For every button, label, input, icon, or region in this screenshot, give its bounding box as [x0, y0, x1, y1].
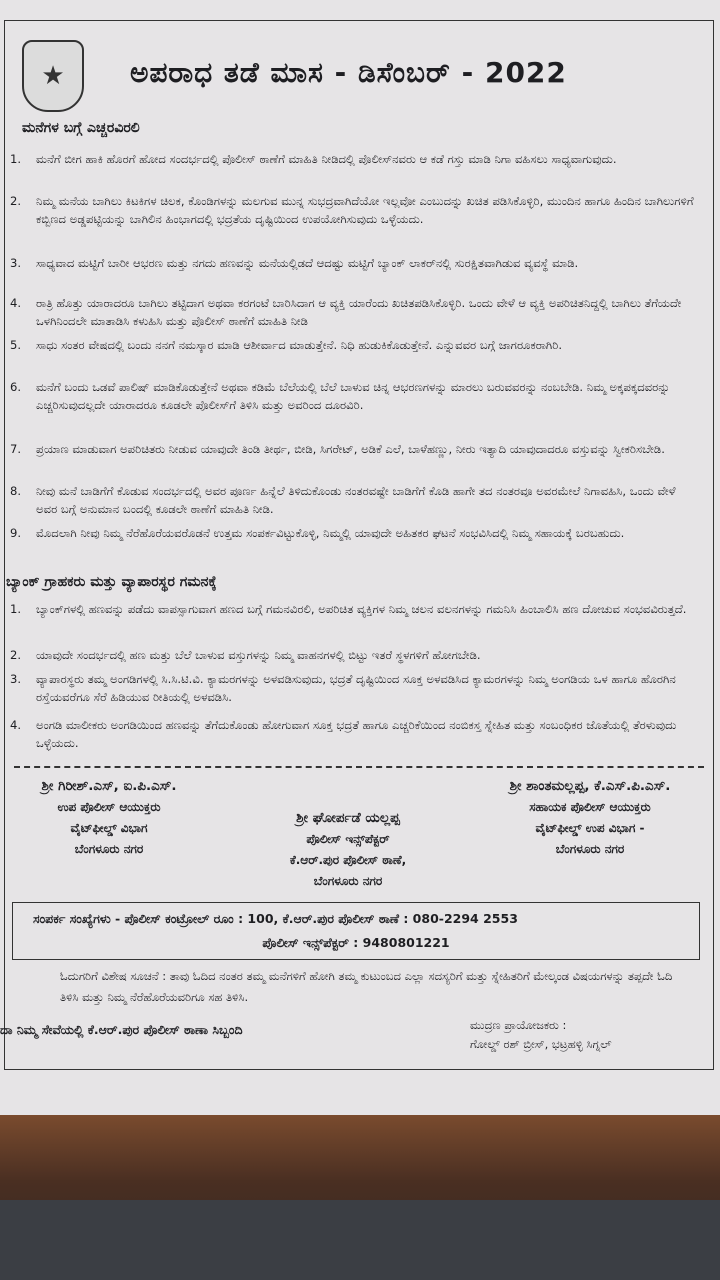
- item-text: ಮನೆಗೆ ಬೀಗ ಹಾಕಿ ಹೊರಗೆ ಹೋದ ಸಂದರ್ಭದಲ್ಲಿ ಪೊಲೀಸ್ ಠಾಣೆಗೆ ಮಾಹಿತಿ ನೀಡಿದಲ್ಲಿ ಪೊಲೀಸ್‌ನವರು ಆ ಕಡೆ ಗಸ್ತು ಮಾಡಿ ನಿಗಾ ವಹಿಸಲು ಸಾಧ್ಯವಾಗುವುದು.: [36, 152, 617, 166]
- reader-note: ಓದುಗರಿಗೆ ವಿಶೇಷ ಸೂಚನೆ : ತಾವು ಓದಿದ ನಂತರ ತಮ್ಮ ಮನೆಗಳಿಗೆ ಹೋಗಿ ತಮ್ಮ ಕುಟುಂಬದ ಎಲ್ಲಾ ಸದಸ್ಯರಿಗೆ ಮತ್ತು ಸ್ನೇಹಿತರಿಗೆ ಮೇಲ್ಕಂಡ ವಿಷಯಗಳನ್ನು ತಪ್ಪದೇ ಓದಿ ತಿಳಿಸಿ ಮತ್ತು ನಿಮ್ಮ ನೆರೆಹೊರೆಯವರಿಗೂ ಸಹ ತಿಳಿಸಿ.: [60, 969, 673, 1004]
- signatory-division: ವೈಟ್‌ಫೀಲ್ಡ್ ವಿಭಾಗ: [70, 821, 148, 835]
- signatory-name: ಶ್ರೀ ಶಾಂತಮಲ್ಲಪ್ಪ, ಕೆ.ಎಸ್.ಪಿ.ಎಸ್.: [509, 778, 671, 794]
- section-heading-bank: ಬ್ಯಾಂಕ್ ಗ್ರಾಹಕರು ಮತ್ತು ವ್ಯಾಪಾರಸ್ಥರ ಗಮನಕ್ಕೆ: [6, 574, 217, 590]
- floor-background: [0, 1200, 720, 1280]
- item-number: 1.: [10, 152, 22, 166]
- signatory-city: ಬೆಂಗಳೂರು ನಗರ: [555, 842, 625, 856]
- sponsor-label: ಮುದ್ರಣ ಪ್ರಾಯೋಜಕರು :: [470, 1018, 567, 1032]
- signatory-name: ಶ್ರೀ ಘೋರ್ಪಡೆ ಯಲ್ಲಪ್ಪ: [296, 810, 400, 826]
- signatory-dcp: [14, 776, 204, 860]
- item-number: 4.: [10, 718, 22, 732]
- item-text: ಪ್ರಯಾಣ ಮಾಡುವಾಗ ಅಪರಿಚಿತರು ನೀಡುವ ಯಾವುದೇ ತಿಂಡಿ ತೀರ್ಥ, ಬೀಡಿ, ಸಿಗರೇಟ್, ಅಡಿಕೆ ಎಲೆ, ಬಾಳೆಹಣ್ಣು, ನೀರು ಇತ್ಯಾದಿ ಯಾವುದಾದರೂ ವಸ್ತುವನ್ನು ಸ್ವೀಕರಿಸಬೇಡಿ.: [36, 442, 665, 456]
- item-number: 4.: [10, 296, 22, 310]
- section-heading-homes: ಮನೆಗಳ ಬಗ್ಗೆ ಎಚ್ಚರವಿರಲಿ: [22, 120, 140, 136]
- item-text: ನಿಮ್ಮ ಮನೆಯ ಬಾಗಿಲು ಕಿಟಕಿಗಳ ಚಿಲಕ, ಕೊಂಡಿಗಳನ್ನು ಮಲಗುವ ಮುನ್ನ ಸುಭದ್ರವಾಗಿದೆಯೋ ಇಲ್ಲವೋ ಎಂಬುದನ್ನು ಖಚಿತ ಪಡಿಸಿಕೊಳ್ಳಿರಿ, ಮುಂದಿನ ಹಾಗೂ ಹಿಂದಿನ ಬಾಗಿಲುಗಳಿಗೆ ಕಬ್ಬಿಣದ ಅಡ್ಡಪಟ್ಟಿಯನ್ನು ಬಾಗಿಲಿನ ಹಿಂಭಾಗದಲ್ಲಿ ಭದ್ರತೆಯ ದೃಷ್ಟಿಯಿಂದ ಉಪಯೋಗಿಸುವುದು ಒಳ್ಳೆಯದು.: [36, 194, 694, 226]
- signatory-designation: ಉಪ ಪೊಲೀಸ್ ಆಯುಕ್ತರು: [57, 800, 161, 814]
- contact-numbers: ಸಂಪರ್ಕ ಸಂಖ್ಯೆಗಳು - ಪೊಲೀಸ್ ಕಂಟ್ರೋಲ್ ರೂಂ : 100, ಕೆ.ಆರ್.ಪುರ ಪೊಲೀಸ್ ಠಾಣೆ : 080-2294 2553: [33, 911, 518, 926]
- signatory-designation: ಸಹಾಯಕ ಪೊಲೀಸ್ ಆಯುಕ್ತರು: [529, 800, 651, 814]
- item-text: ನೀವು ಮನೆ ಬಾಡಿಗೆಗೆ ಕೊಡುವ ಸಂದರ್ಭದಲ್ಲಿ ಅವರ ಪೂರ್ಣ ಹಿನ್ನೆಲೆ ತಿಳಿದುಕೊಂಡು ನಂತರವಷ್ಟೇ ಬಾಡಿಗೆಗೆ ಕೊಡಿ ಹಾಗೇ ತದ ನಂತರವೂ ಅವರಮೇಲೆ ನಿಗಾವಹಿಸಿ, ಒಂದು ವೇಳೆ ಅವರ ಬಗ್ಗೆ ಅನುಮಾನ ಬಂದಲ್ಲಿ ಕೂಡಲೇ ಠಾಣೆಗೆ ಮಾಹಿತಿ ನೀಡಿ.: [36, 484, 676, 516]
- item-number: 3.: [10, 672, 22, 686]
- footer-station-staff: ದಾ ನಿಮ್ಮ ಸೇವೆಯಲ್ಲಿ ಕೆ.ಆರ್.ಪುರ ಪೊಲೀಸ್ ಠಾಣಾ ಸಿಬ್ಬಂದಿ: [0, 1022, 243, 1037]
- item-text: ವ್ಯಾಪಾರಸ್ಥರು ತಮ್ಮ ಅಂಗಡಿಗಳಲ್ಲಿ ಸಿ.ಸಿ.ಟಿ.ವಿ. ಕ್ಯಾಮರಗಳನ್ನು ಅಳವಡಿಸುವುದು, ಭದ್ರತೆ ದೃಷ್ಟಿಯಿಂದ ಸೂಕ್ತ ಅಳವಡಿಸಿದ ಕ್ಯಾಮರಗಳನ್ನು ನಿಮ್ಮ ಅಂಗಡಿಯ ಒಳ ಹಾಗೂ ಹೊರಗಿನ ರಸ್ತೆಯವರೆಗೂ ಸೆರೆ ಹಿಡಿಯುವ ರೀತಿಯಲ್ಲಿ ಅಳವಡಿಸಿ.: [36, 672, 676, 704]
- item-text: ಸಾಧ್ಯವಾದ ಮಟ್ಟಿಗೆ ಬಾರೀ ಆಭರಣ ಮತ್ತು ನಗದು ಹಣವನ್ನು ಮನೆಯಲ್ಲಿಡದೆ ಆದಷ್ಟು ಮಟ್ಟಿಗೆ ಬ್ಯಾಂಕ್ ಲಾಕರ್‌ನಲ್ಲಿ ಸುರಕ್ಷಿತವಾಗಿಡುವ ವ್ಯವಸ್ಥೆ ಮಾಡಿ.: [36, 256, 579, 270]
- item-number: 9.: [10, 526, 22, 540]
- signatory-city: ಬೆಂಗಳೂರು ನಗರ: [313, 874, 383, 888]
- sponsor-name: ಗೋಲ್ಡ್ ರಶ್ ಬ್ರೀಸ್, ಭಟ್ರಹಳ್ಳಿ ಸಿಗ್ನಲ್: [470, 1037, 612, 1051]
- item-number: 7.: [10, 442, 22, 456]
- item-text: ರಾತ್ರಿ ಹೊತ್ತು ಯಾರಾದರೂ ಬಾಗಿಲು ತಟ್ಟಿದಾಗ ಅಥವಾ ಕರಗಂಟೆ ಬಾರಿಸಿದಾಗ ಆ ವ್ಯಕ್ತಿ ಯಾರೆಂದು ಖಚಿತಪಡಿಸಿಕೊಳ್ಳಿರಿ. ಒಂದು ವೇಳೆ ಆ ವ್ಯಕ್ತಿ ಅಪರಿಚಿತನಿದ್ದಲ್ಲಿ ಬಾಗಿಲು ತೆಗೆಯದೇ ಒಳಗಿನಿಂದಲೇ ಮಾತಾಡಿಸಿ ಕಳುಹಿಸಿ ಮತ್ತು ಪೊಲೀಸ್ ಠಾಣೆಗೆ ಮಾಹಿತಿ ನೀಡಿ: [36, 296, 682, 328]
- item-text: ಸಾಧು ಸಂತರ ವೇಷದಲ್ಲಿ ಬಂದು ನನಗೆ ನಮಸ್ಕಾರ ಮಾಡಿ ಆಶೀರ್ವಾದ ಮಾಡುತ್ತೇನೆ. ನಿಧಿ ಹುಡುಕಿಕೊಡುತ್ತೇನೆ. ಎನ್ನುವವರ ಬಗ್ಗೆ ಜಾಗರೂಕರಾಗಿರಿ.: [36, 338, 563, 352]
- item-text: ಅಂಗಡಿ ಮಾಲೀಕರು ಅಂಗಡಿಯಿಂದ ಹಣವನ್ನು ತೆಗೆದುಕೊಂಡು ಹೋಗುವಾಗ ಸೂಕ್ತ ಭದ್ರತೆ ಹಾಗೂ ಎಚ್ಚರಿಕೆಯಿಂದ ನಂಬಿಕಸ್ತ ಸ್ನೇಹಿತ ಮತ್ತು ಸಂಬಂಧಿಕರ ಜೊತೆಯಲ್ಲಿ ತೆರಳುವುದು ಒಳ್ಳೆಯದು.: [36, 718, 677, 750]
- contact-box: [12, 902, 700, 960]
- item-number: 2.: [10, 648, 22, 662]
- item-number: 8.: [10, 484, 22, 498]
- signatory-designation: ಪೊಲೀಸ್ ಇನ್ಸ್‌ಪೆಕ್ಟರ್: [306, 832, 390, 846]
- notice-title: ಅಪರಾಧ ತಡೆ ಮಾಸ - ಡಿಸೆಂಬರ್ - 2022: [130, 56, 567, 89]
- item-text: ಬ್ಯಾಂಕ್‌ಗಳಲ್ಲಿ ಹಣವನ್ನು ಪಡೆದು ವಾಪಸ್ಸಾಗುವಾಗ ಹಣದ ಬಗ್ಗೆ ಗಮನವಿರಲಿ, ಅಪರಿಚಿತ ವ್ಯಕ್ತಿಗಳ ನಿಮ್ಮ ಚಲನ ವಲನಗಳನ್ನು ಗಮನಿಸಿ ಹಿಂಬಾಲಿಸಿ ಹಣ ದೋಚುವ ಸಂಭವವಿರುತ್ತದೆ.: [36, 602, 687, 616]
- print-sponsor: [470, 1016, 710, 1054]
- item-number: 1.: [10, 602, 22, 616]
- signatory-division: ವೈಟ್‌ಫೀಲ್ಡ್ ಉಪ ವಿಭಾಗ -: [535, 821, 645, 835]
- item-number: 2.: [10, 194, 22, 208]
- police-emblem-icon: ★: [22, 40, 84, 112]
- inspector-phone: ಪೊಲೀಸ್ ಇನ್ಸ್‌ಪೆಕ್ಟರ್ : 9480801221: [262, 935, 450, 950]
- signatory-acp: [470, 776, 710, 860]
- item-number: 3.: [10, 256, 22, 270]
- signatory-inspector: [238, 808, 458, 892]
- signatory-name: ಶ್ರೀ ಗಿರೀಶ್.ಎಸ್, ಐ.ಪಿ.ಎಸ್.: [41, 778, 177, 794]
- item-text: ಮನೆಗೆ ಬಂದು ಒಡವೆ ಪಾಲಿಷ್ ಮಾಡಿಕೊಡುತ್ತೇನೆ ಅಥವಾ ಕಡಿಮೆ ಬೆಲೆಯಲ್ಲಿ ಬೆಲೆ ಬಾಳುವ ಚಿನ್ನ ಆಭರಣಗಳನ್ನು ಮಾರಲು ಬರುವವರನ್ನು ನಂಬಬೇಡಿ. ನಿಮ್ಮ ಅಕ್ಕಪಕ್ಕದವರನ್ನು ಎಚ್ಚರಿಸುವುದಲ್ಲದೇ ಯಾರಾದರೂ ಕೂಡಲೇ ಪೊಲೀಸ್‌ಗೆ ತಿಳಿಸಿ ಮತ್ತು ಅವರಿಂದ ದೂರವಿರಿ.: [36, 380, 670, 412]
- divider: [14, 766, 704, 768]
- item-number: 5.: [10, 338, 22, 352]
- item-text: ಯಾವುದೇ ಸಂದರ್ಭದಲ್ಲಿ ಹಣ ಮತ್ತು ಬೆಲೆ ಬಾಳುವ ವಸ್ತುಗಳನ್ನು ನಿಮ್ಮ ವಾಹನಗಳಲ್ಲಿ ಬಿಟ್ಟು ಇತರೆ ಸ್ಥಳಗಳಿಗೆ ಹೋಗಬೇಡಿ.: [36, 648, 481, 662]
- item-text: ಮೊದಲಾಗಿ ನೀವು ನಿಮ್ಮ ನೆರೆಹೊರೆಯವರೊಡನೆ ಉತ್ತಮ ಸಂಪರ್ಕವಿಟ್ಟುಕೊಳ್ಳಿ, ನಿಮ್ಮಲ್ಲಿ ಯಾವುದೇ ಅಹಿತಕರ ಘಟನೆ ಸಂಭವಿಸಿದಲ್ಲಿ ನಿಮ್ಮ ಸಹಾಯಕ್ಕೆ ಬರಬಹುದು.: [36, 526, 625, 540]
- signatory-city: ಬೆಂಗಳೂರು ನಗರ: [74, 842, 144, 856]
- signatory-division: ಕೆ.ಆರ್.ಪುರ ಪೊಲೀಸ್ ಠಾಣೆ,: [289, 853, 407, 867]
- item-number: 6.: [10, 380, 22, 394]
